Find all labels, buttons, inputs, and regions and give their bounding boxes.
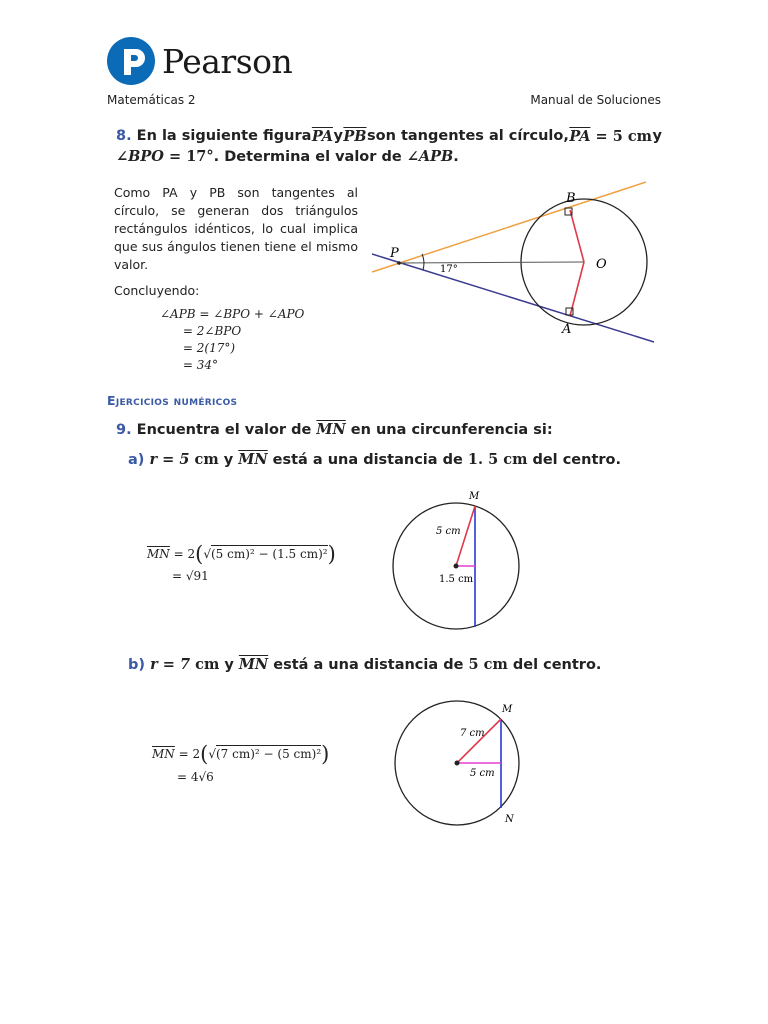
q8-text3: . Determina el valor de: [213, 149, 402, 165]
q9b-rest: está a una distancia de: [273, 657, 464, 673]
q8-and: y: [333, 128, 343, 144]
q9b-formula-inner: (7 cm)² − (5 cm)²: [216, 747, 322, 761]
q9a-formula-eq: = 2: [173, 547, 196, 561]
q9b-unit: cm: [195, 656, 220, 673]
eq-line-2: = 2∠BPO: [160, 324, 242, 338]
q9b-letter: b): [128, 657, 146, 673]
book-title: Matemáticas 2: [107, 93, 196, 107]
q9b-dist-unit: cm: [483, 656, 508, 673]
q8-pa-value: = 5 cm: [595, 128, 653, 145]
q9b-distance: 5: [468, 656, 479, 673]
q8-equation: [160, 306, 304, 374]
q8-angle-apb: ∠APB: [406, 148, 454, 165]
q8-explanation: Como PA y PB son tangentes al círculo, se generan dos triángulos rectángulos idénticos, lo cual implica que sus ángulos tienen tiene el mismo valor.: [114, 185, 358, 272]
label-m-a: M: [469, 491, 480, 502]
q9a-rest: está a una distancia de: [272, 452, 463, 468]
q9a-result: = √91: [172, 569, 209, 583]
label-radius-a: 5 cm: [436, 526, 461, 537]
section-title: Ejercicios numéricos: [107, 393, 238, 408]
q9-seg-mn: $\overline{MN}$: [316, 421, 346, 438]
q9a-y: y: [223, 452, 234, 468]
label-a: A: [562, 322, 572, 337]
q8-text2: son tangentes al círculo,: [367, 128, 569, 144]
brand-name: Pearson: [162, 42, 293, 81]
eq-line-1: ∠APB = ∠BPO + ∠APO: [160, 307, 305, 321]
q8-seg-pa-2: $\overline{PA}$: [569, 128, 591, 145]
segment-po: [399, 262, 584, 263]
label-p: P: [390, 246, 399, 261]
label-m-b: M: [502, 704, 513, 715]
q9a-letter: a): [128, 452, 145, 468]
eq-line-4: = 34°: [160, 358, 219, 372]
q8-period: .: [453, 149, 459, 165]
q8-y: y: [652, 128, 662, 144]
q8-text1: En la siguiente figura: [136, 128, 312, 144]
q9b-formula-lhs: $\overline{MN}$: [152, 747, 175, 761]
q8-statement-line1: [116, 128, 662, 145]
pearson-logo-icon: [107, 37, 155, 85]
q9b-end: del centro.: [512, 657, 602, 673]
q9b-statement: [128, 656, 601, 673]
q9a-circle-figure: [390, 488, 524, 634]
label-b: B: [566, 191, 576, 206]
label-radius-b: 7 cm: [460, 728, 485, 739]
q9-statement: [116, 421, 553, 438]
label-n-b: N: [505, 814, 514, 825]
q9b-seg: $\overline{MN}$: [238, 656, 269, 673]
q9a-seg: $\overline{MN}$: [238, 451, 268, 468]
q9b-circle-figure: [390, 698, 530, 834]
q9a-formula: $\overline{MN} = 2(√(5$ cm)² − (1.5 cm)²): [147, 542, 336, 566]
q8-number: 8.: [116, 128, 132, 144]
q8-seg-pa: $\overline{PA}$: [311, 128, 333, 145]
q9-text: Encuentra el valor de: [136, 422, 312, 438]
q9a-distance: 1. 5: [467, 451, 499, 468]
q9a-dist-unit: cm: [503, 451, 528, 468]
q9-number: 9.: [116, 422, 132, 438]
q9a-formula-lhs: $\overline{MN}$: [147, 547, 170, 561]
tangent-line-pa: [372, 254, 654, 342]
label-17: 17°: [440, 264, 458, 275]
q9a-formula-inner: (5 cm)² − (1.5 cm)²: [211, 547, 328, 561]
q9b-r: r = 7: [150, 656, 191, 673]
q8-seg-pb: $\overline{PB}$: [343, 128, 367, 145]
label-o: O: [596, 257, 607, 272]
q9-text-end: en una circunferencia si:: [350, 422, 553, 438]
radius-ob: [570, 210, 584, 262]
q9a-r: r = 5: [149, 451, 190, 468]
q9a-statement: [128, 451, 621, 468]
concluding-label: Concluyendo:: [114, 283, 200, 298]
eq-line-3: = 2(17°): [160, 341, 236, 355]
label-dist-b: 5 cm: [470, 768, 495, 779]
label-dist-a: 1.5 cm: [439, 574, 474, 585]
q8-tangent-figure: [372, 180, 662, 346]
q9a-end: del centro.: [532, 452, 622, 468]
q8-angle-bpo: ∠BPO: [116, 148, 164, 165]
q9a-unit: cm: [194, 451, 219, 468]
q9b-y: y: [224, 657, 234, 673]
point-p: [397, 261, 401, 265]
center-a: [454, 564, 459, 569]
book-subtitle: Manual de Soluciones: [530, 93, 661, 107]
q9b-formula-eq: = 2: [178, 747, 201, 761]
q8-statement-line2: [116, 148, 662, 165]
angle-arc: [422, 254, 424, 270]
q9b-result: = 4√6: [177, 770, 214, 784]
q8-angle-value: = 17°: [169, 148, 214, 165]
q9b-formula: $\overline{MN} = 2(√(7$ cm)² − (5 cm)²): [152, 742, 330, 766]
radius-b: [457, 719, 501, 763]
center-b: [455, 761, 460, 766]
